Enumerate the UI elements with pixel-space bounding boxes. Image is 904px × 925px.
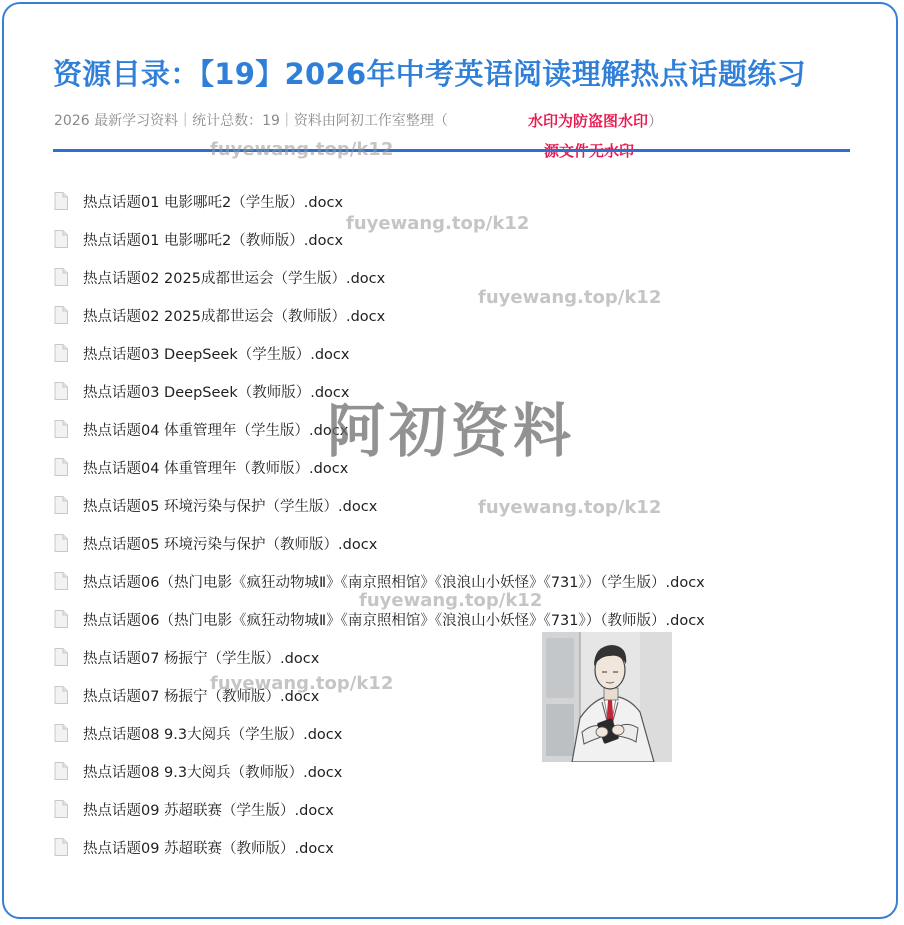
document-icon xyxy=(54,306,68,324)
document-icon xyxy=(54,534,68,552)
file-list-item[interactable] xyxy=(54,410,705,448)
document-icon xyxy=(54,610,68,628)
file-name: 热点话题07 杨振宁（学生版）.docx xyxy=(83,650,320,667)
url-watermark: fuyewang.top/k12 xyxy=(210,139,394,160)
file-name: 热点话题08 9.3大阅兵（教师版）.docx xyxy=(83,764,343,781)
url-watermark: fuyewang.top/k12 xyxy=(478,287,662,308)
file-name: 热点话题06（热门电影《疯狂动物城Ⅱ》《南京照相馆》《浪浪山小妖怪》《731》）（教师版）.docx xyxy=(83,612,705,629)
document-icon xyxy=(54,762,68,780)
document-icon xyxy=(54,230,68,248)
file-list-item[interactable] xyxy=(54,296,705,334)
file-name: 热点话题06（热门电影《疯狂动物城Ⅱ》《南京照相馆》《浪浪山小妖怪》《731》）（学生版）.docx xyxy=(83,574,705,591)
file-name: 热点话题04 体重管理年（学生版）.docx xyxy=(83,422,349,439)
file-name: 热点话题03 DeepSeek（学生版）.docx xyxy=(83,346,350,363)
file-list-item[interactable] xyxy=(54,790,705,828)
document-icon xyxy=(54,192,68,210)
file-list-item[interactable] xyxy=(54,828,705,866)
document-icon xyxy=(54,268,68,286)
document-icon xyxy=(54,382,68,400)
url-watermark: fuyewang.top/k12 xyxy=(210,673,394,694)
file-name: 热点话题07 杨振宁（教师版）.docx xyxy=(83,688,320,705)
closing-paren: ） xyxy=(648,112,664,130)
brand-watermark: 阿初资料 xyxy=(327,397,576,465)
document-icon xyxy=(54,800,68,818)
businessman-illustration xyxy=(542,632,672,762)
document-icon xyxy=(54,686,68,704)
url-watermark: fuyewang.top/k12 xyxy=(346,213,530,234)
document-icon xyxy=(54,496,68,514)
document-icon xyxy=(54,458,68,476)
file-name: 热点话题03 DeepSeek（教师版）.docx xyxy=(83,384,350,401)
file-name: 热点话题01 电影哪吒2（教师版）.docx xyxy=(83,232,344,249)
file-list-item[interactable] xyxy=(54,486,705,524)
file-list xyxy=(54,182,705,866)
file-name: 热点话题02 2025成都世运会（教师版）.docx xyxy=(83,308,386,325)
file-list-item[interactable] xyxy=(54,448,705,486)
file-name: 热点话题05 环境污染与保护（教师版）.docx xyxy=(83,536,378,553)
file-list-item[interactable] xyxy=(54,562,705,600)
watermark-notice-text: 水印为防盗图水印 xyxy=(528,112,649,130)
file-name: 热点话题05 环境污染与保护（学生版）.docx xyxy=(83,498,378,515)
file-list-item[interactable] xyxy=(54,334,705,372)
document-icon xyxy=(54,838,68,856)
watermark-notice-line1 xyxy=(528,110,663,131)
document-icon xyxy=(54,724,68,742)
file-list-item[interactable] xyxy=(54,182,705,220)
document-icon xyxy=(54,648,68,666)
file-list-item[interactable] xyxy=(54,220,705,258)
header-divider xyxy=(53,149,850,152)
file-name: 热点话题09 苏超联赛（学生版）.docx xyxy=(83,802,334,819)
file-name: 热点话题02 2025成都世运会（学生版）.docx xyxy=(83,270,386,287)
file-list-item[interactable] xyxy=(54,524,705,562)
page-title: 资源目录：【19】2026年中考英语阅读理解热点话题练习 xyxy=(53,57,806,91)
catalog-subtitle xyxy=(54,110,448,130)
document-icon xyxy=(54,344,68,362)
url-watermark: fuyewang.top/k12 xyxy=(359,590,543,611)
file-name: 热点话题09 苏超联赛（教师版）.docx xyxy=(83,840,334,857)
file-list-item[interactable] xyxy=(54,372,705,410)
document-icon xyxy=(54,572,68,590)
url-watermark: fuyewang.top/k12 xyxy=(478,497,662,518)
file-name: 热点话题08 9.3大阅兵（学生版）.docx xyxy=(83,726,343,743)
file-name: 热点话题01 电影哪吒2（学生版）.docx xyxy=(83,194,344,211)
document-icon xyxy=(54,420,68,438)
file-list-item[interactable] xyxy=(54,258,705,296)
subtitle-text: 2026 最新学习资料｜统计总数：19｜资料由阿初工作室整理（ xyxy=(54,113,448,129)
file-name: 热点话题04 体重管理年（教师版）.docx xyxy=(83,460,349,477)
